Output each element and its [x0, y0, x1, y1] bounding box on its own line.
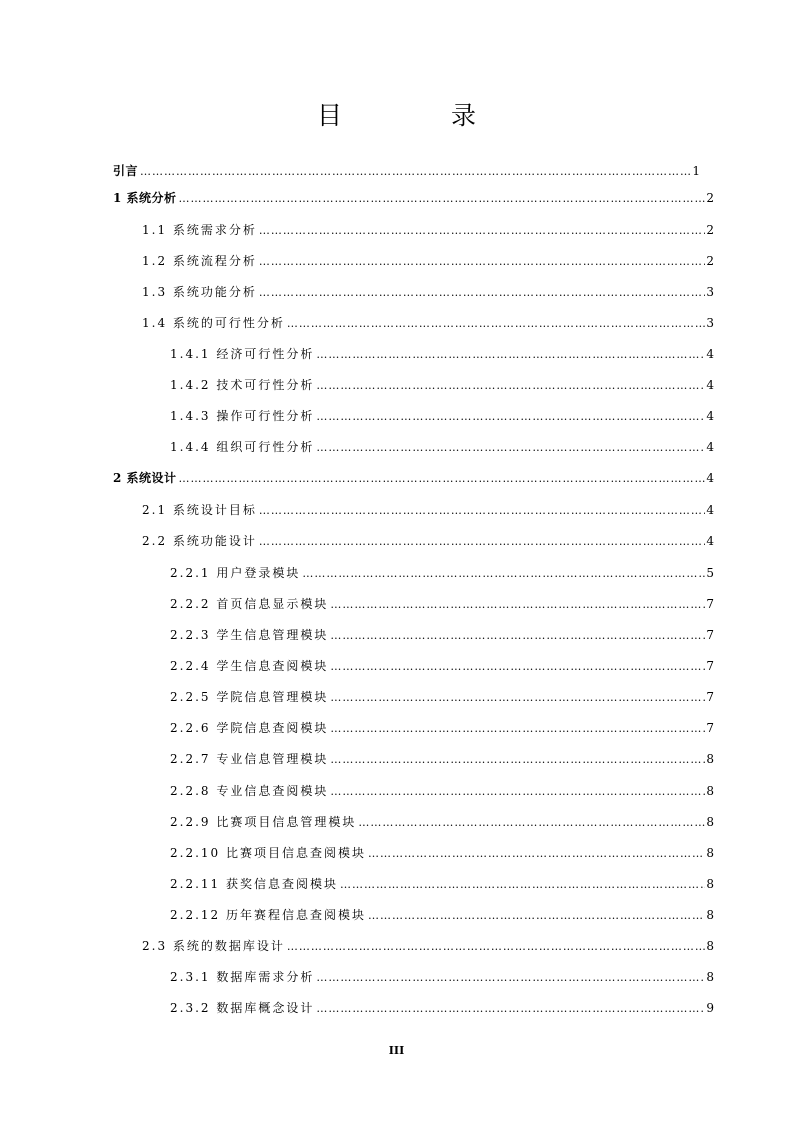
toc-entry[interactable]: [170, 564, 714, 584]
toc-entry-page: 4: [706, 503, 714, 517]
toc-entry-label: 2.2.7 专业信息管理模块: [170, 752, 329, 766]
toc-entry-label: 1.4.2 技术可行性分析: [170, 378, 315, 392]
toc-leader: [330, 753, 705, 766]
toc-entry[interactable]: [170, 906, 714, 926]
toc-entry[interactable]: [170, 968, 714, 988]
toc-entry-label: 1.2 系统流程分析: [142, 254, 257, 268]
toc-leader: [330, 691, 705, 704]
toc-leader: [330, 660, 705, 673]
toc-entry-label: 1.4.1 经济可行性分析: [170, 347, 315, 361]
toc-entry[interactable]: [142, 532, 714, 552]
toc-entry[interactable]: [170, 376, 714, 396]
toc-leader: [140, 165, 691, 178]
toc-entry[interactable]: [170, 345, 714, 365]
toc-entry-label: 2.1 系统设计目标: [142, 503, 257, 517]
toc-entry[interactable]: [113, 469, 714, 489]
toc-entry-label: 2.2.11 获奖信息查阅模块: [170, 877, 338, 891]
toc-entry-label: 2.2.2 首页信息显示模块: [170, 597, 329, 611]
toc-entry-label: 2.2 系统功能设计: [142, 534, 257, 548]
toc-entry-page: 1: [692, 164, 700, 178]
toc-entry-label: 2.2.6 学院信息查阅模块: [170, 721, 329, 735]
toc-leader: [330, 629, 705, 642]
toc-entry[interactable]: [170, 875, 714, 895]
toc-leader: [340, 878, 705, 891]
toc-entry-label: 2.3.1 数据库需求分析: [170, 970, 315, 984]
toc-entry-label: 1.4 系统的可行性分析: [142, 316, 285, 330]
toc-entry-page: 7: [706, 628, 714, 642]
toc-entry-page: 8: [706, 784, 714, 798]
toc-leader: [330, 722, 705, 735]
toc-leader: [358, 816, 705, 829]
toc-entry-label: 1.3 系统功能分析: [142, 285, 257, 299]
toc-leader: [287, 940, 705, 953]
toc-entry[interactable]: [170, 999, 714, 1019]
toc-entry[interactable]: [170, 688, 714, 708]
toc-entry-label: 2.2.12 历年赛程信息查阅模块: [170, 908, 366, 922]
toc-entry-page: 4: [706, 534, 714, 548]
toc-entry-page: 4: [706, 409, 714, 423]
toc-entry-page: 5: [706, 566, 714, 580]
toc-entry-label: 2.2.10 比赛项目信息查阅模块: [170, 846, 366, 860]
toc-entry-page: 8: [706, 939, 714, 953]
toc-leader: [368, 847, 705, 860]
toc-entry-page: 8: [706, 908, 714, 922]
toc-entry-page: 8: [706, 752, 714, 766]
toc-leader: [287, 317, 705, 330]
toc-entry-label: 1.4.4 组织可行性分析: [170, 440, 315, 454]
toc-entry-label: 引言: [113, 164, 139, 178]
toc-leader: [259, 255, 705, 268]
toc-leader: [316, 1002, 705, 1015]
toc-entry-label: 2.2.3 学生信息管理模块: [170, 628, 329, 642]
toc-entry-page: 4: [706, 347, 714, 361]
toc-entry[interactable]: [170, 595, 714, 615]
toc-entry[interactable]: [170, 407, 714, 427]
toc-entry[interactable]: [113, 162, 700, 182]
toc-entry[interactable]: [142, 501, 714, 521]
toc-entry-page: 7: [706, 659, 714, 673]
toc-leader: [179, 472, 706, 485]
toc-entry-page: 7: [706, 721, 714, 735]
toc-entry-page: 4: [706, 440, 714, 454]
toc-entry-label: 2.2.9 比赛项目信息管理模块: [170, 815, 357, 829]
toc-entry-label: 2.2.5 学院信息管理模块: [170, 690, 329, 704]
toc-entry-page: 4: [706, 378, 714, 392]
toc-leader: [316, 971, 705, 984]
toc-entry-label: 2.3 系统的数据库设计: [142, 939, 285, 953]
toc-leader: [316, 348, 705, 361]
toc-entry-page: 8: [706, 815, 714, 829]
toc-entry[interactable]: [170, 657, 714, 677]
toc-leader: [316, 441, 705, 454]
toc-entry[interactable]: [142, 283, 714, 303]
toc-entry-page: 2: [706, 223, 714, 237]
toc-entry-page: 8: [706, 846, 714, 860]
toc-leader: [330, 598, 705, 611]
toc-leader: [259, 286, 705, 299]
toc-leader: [259, 504, 705, 517]
toc-entry[interactable]: [170, 438, 714, 458]
toc-entry-page: 4: [706, 471, 714, 485]
toc-entry-page: 7: [706, 597, 714, 611]
toc-entry-label: 2.3.2 数据库概念设计: [170, 1001, 315, 1015]
toc-leader: [316, 379, 705, 392]
toc-entry-label: 2.2.8 专业信息查阅模块: [170, 784, 329, 798]
toc-entry-page: 3: [706, 285, 714, 299]
toc-entry[interactable]: [113, 189, 714, 209]
toc-entry-label: 2 系统设计: [113, 471, 177, 485]
toc-entry-label: 1 系统分析: [113, 191, 177, 205]
toc-entry[interactable]: [142, 252, 714, 272]
toc-leader: [330, 785, 705, 798]
toc-entry[interactable]: [142, 937, 714, 957]
toc-entry-page: 2: [706, 254, 714, 268]
toc-leader: [316, 410, 705, 423]
toc-entry-label: 2.2.1 用户登录模块: [170, 566, 301, 580]
toc-entry[interactable]: [170, 750, 714, 770]
toc-entry[interactable]: [142, 314, 714, 334]
toc-leader: [179, 192, 706, 205]
toc-leader: [259, 535, 705, 548]
toc-entry[interactable]: [142, 221, 714, 241]
toc-entry-page: 8: [706, 970, 714, 984]
toc-entry[interactable]: [170, 844, 714, 864]
page-number-footer: III: [388, 1044, 405, 1057]
page-title: 目 录: [316, 101, 518, 130]
toc-entry[interactable]: [170, 782, 714, 802]
toc-entry[interactable]: [170, 626, 714, 646]
toc-leader: [259, 224, 705, 237]
toc-entry-page: 2: [706, 191, 714, 205]
toc-leader: [368, 909, 705, 922]
toc-entry[interactable]: [170, 719, 714, 739]
toc-leader: [302, 567, 705, 580]
toc-entry-label: 2.2.4 学生信息查阅模块: [170, 659, 329, 673]
toc-entry[interactable]: [170, 813, 714, 833]
toc-entry-label: 1.1 系统需求分析: [142, 223, 257, 237]
toc-entry-page: 8: [706, 877, 714, 891]
toc-entry-label: 1.4.3 操作可行性分析: [170, 409, 315, 423]
toc-entry-page: 3: [706, 316, 714, 330]
toc-entry-page: 9: [706, 1001, 714, 1015]
toc-entry-page: 7: [706, 690, 714, 704]
